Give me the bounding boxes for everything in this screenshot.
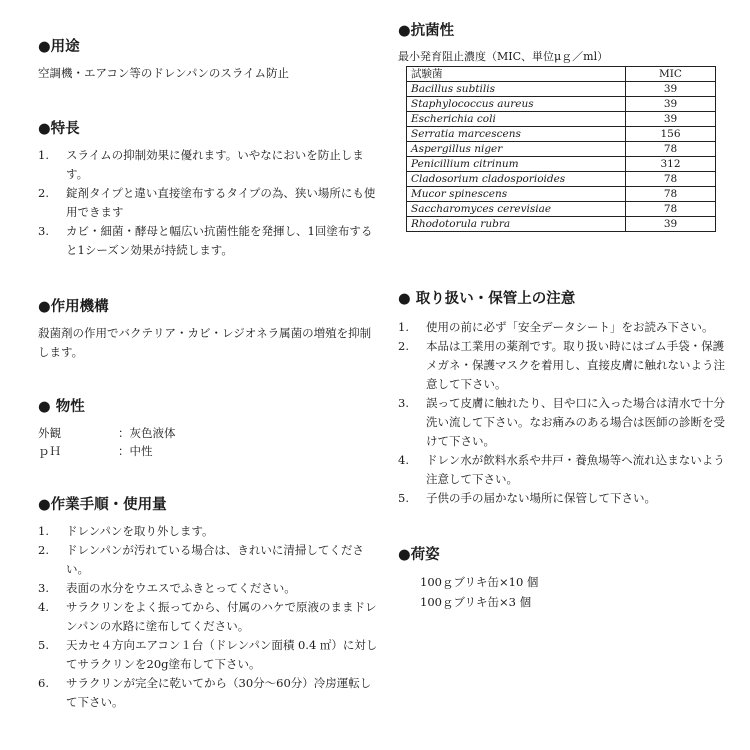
organism-cell: Escherichia coli — [407, 112, 626, 127]
handling-heading: ● 取り扱い・保管上の注意 — [398, 291, 576, 307]
list-item — [398, 337, 733, 394]
list-item — [38, 522, 378, 541]
item-number: 4. — [38, 600, 49, 614]
mic-cell: 78 — [626, 172, 716, 187]
column-header-organism: 試験菌 — [407, 67, 626, 82]
item-number: 6. — [38, 676, 49, 690]
item-text: サラクリンをよく振ってから、付属のハケで原液のままドレンパンの水路に塗布してください。 — [66, 600, 377, 633]
table-header-row — [407, 67, 716, 82]
property-value: ：灰色液体 — [118, 426, 176, 440]
list-item — [398, 394, 733, 451]
property-row — [38, 442, 378, 460]
list-item — [38, 146, 378, 184]
item-text: 子供の手の届かない場所に保管して下さい。 — [426, 491, 656, 505]
item-text: 誤って皮膚に触れたり、目や口に入った場合は清水で十分洗い流して下さい。なお痛みのある場合は医師の診断を受けて下さい。 — [426, 396, 725, 448]
list-item — [38, 541, 378, 579]
list-item — [38, 222, 378, 260]
handling-list — [398, 318, 733, 508]
item-number: 1. — [38, 148, 49, 162]
mic-caption: 最小発育阻止濃度（MIC、単位μｇ／ml） — [398, 50, 609, 63]
mic-cell: 78 — [626, 202, 716, 217]
item-number: 5. — [398, 491, 409, 505]
item-number: 1. — [38, 524, 49, 538]
packaging-heading: ●荷姿 — [398, 547, 440, 563]
item-number: 2. — [38, 543, 49, 557]
procedure-heading: ●作業手順・使用量 — [38, 497, 167, 513]
properties-section — [38, 398, 378, 460]
item-text: 使用の前に必ず「安全データシート」をお読み下さい。 — [426, 320, 714, 334]
property-value: ：中性 — [118, 444, 153, 458]
table-row — [407, 157, 716, 172]
item-number: 3. — [38, 224, 49, 238]
organism-cell: Bacillus subtilis — [407, 82, 626, 97]
list-item — [38, 674, 378, 712]
antibacterial-section — [398, 22, 733, 232]
item-text: ドレンパンが汚れている場合は、きれいに清掃してください。 — [66, 543, 364, 576]
properties-heading: ● 物性 — [38, 399, 85, 415]
organism-cell: Cladosorium cladosporioides — [407, 172, 626, 187]
column-header-mic: MIC — [626, 67, 716, 82]
table-row — [407, 97, 716, 112]
mic-cell: 39 — [626, 82, 716, 97]
features-heading: ●特長 — [38, 121, 80, 137]
use-text: 空調機・エアコン等のドレンパンのスライム防止 — [38, 66, 289, 80]
mechanism-heading: ●作用機構 — [38, 299, 109, 315]
property-key: 外観 — [38, 426, 61, 440]
list-item — [38, 598, 378, 636]
packaging-section — [398, 546, 733, 612]
properties-list — [38, 424, 378, 460]
organism-cell: Serratia marcescens — [407, 127, 626, 142]
item-text: ドレンパンを取り外します。 — [66, 524, 214, 538]
use-section — [38, 38, 378, 83]
mic-cell: 39 — [626, 217, 716, 232]
item-number: 1. — [398, 320, 409, 334]
mic-cell: 39 — [626, 112, 716, 127]
table-row — [407, 82, 716, 97]
item-number: 4. — [398, 453, 409, 467]
features-list — [38, 146, 378, 260]
property-key: ｐＨ — [38, 444, 61, 458]
item-number: 5. — [38, 638, 49, 652]
packaging-item: 100ｇブリキ缶×10 個 — [420, 575, 539, 589]
list-item — [398, 318, 733, 337]
organism-cell: Staphylococcus aureus — [407, 97, 626, 112]
table-row — [407, 112, 716, 127]
item-text: サラクリンが完全に乾いてから（30分～60分）冷房運転して下さい。 — [66, 676, 372, 709]
list-item — [38, 184, 378, 222]
mechanism-section — [38, 298, 378, 362]
item-text: スライムの抑制効果に優れます。いやなにおいを防止します。 — [66, 148, 364, 181]
item-number: 2. — [38, 186, 49, 200]
list-item — [38, 636, 378, 674]
mic-cell: 156 — [626, 127, 716, 142]
item-text: ドレン水が飲料水系や井戸・養魚場等へ流れ込まないよう注意して下さい。 — [426, 453, 725, 486]
table-row — [407, 202, 716, 217]
features-section — [38, 120, 378, 260]
organism-cell: Aspergillus niger — [407, 142, 626, 157]
procedure-section — [38, 496, 378, 712]
organism-cell: Saccharomyces cerevisiae — [407, 202, 626, 217]
table-row — [407, 187, 716, 202]
list-item — [398, 451, 733, 489]
table-row — [407, 217, 716, 232]
packaging-list — [398, 572, 733, 612]
mic-cell: 39 — [626, 97, 716, 112]
list-item — [38, 579, 378, 598]
item-text: 天カセ４方向エアコン１台（ドレンパン面積 0.4 ㎡）に対してサラクリンを20g塗布して下さい。 — [66, 638, 378, 671]
mic-table — [406, 66, 716, 232]
table-row — [407, 127, 716, 142]
organism-cell: Rhodotorula rubra — [407, 217, 626, 232]
table-row — [407, 142, 716, 157]
item-text: 表面の水分をウエスでふきとってください。 — [66, 581, 296, 595]
packaging-item: 100ｇブリキ缶×3 個 — [420, 595, 532, 609]
list-item — [398, 489, 733, 508]
item-number: 3. — [398, 396, 409, 410]
mic-cell: 312 — [626, 157, 716, 172]
item-text: 本品は工業用の薬剤です。取り扱い時にはゴム手袋・保護メガネ・保護マスクを着用し、直接皮膚に触れないよう注意して下さい。 — [426, 339, 725, 391]
antibacterial-heading: ●抗菌性 — [398, 23, 455, 39]
mic-cell: 78 — [626, 187, 716, 202]
mechanism-text: 殺菌剤の作用でバクテリア・カビ・レジオネラ属菌の増殖を抑制します。 — [38, 326, 372, 359]
organism-cell: Penicillium citrinum — [407, 157, 626, 172]
item-number: 2. — [398, 339, 409, 353]
procedure-list — [38, 522, 378, 712]
item-text: カビ・細菌・酵母と幅広い抗菌性能を発揮し、1回塗布すると1シーズン効果が持続します。 — [66, 224, 373, 257]
table-row — [407, 172, 716, 187]
mic-cell: 78 — [626, 142, 716, 157]
item-number: 3. — [38, 581, 49, 595]
property-row — [38, 424, 378, 442]
organism-cell: Mucor spinescens — [407, 187, 626, 202]
item-text: 錠剤タイプと違い直接塗布するタイプの為、狭い場所にも使用できます — [66, 186, 376, 219]
use-heading: ●用途 — [38, 39, 80, 55]
handling-section — [398, 290, 733, 508]
